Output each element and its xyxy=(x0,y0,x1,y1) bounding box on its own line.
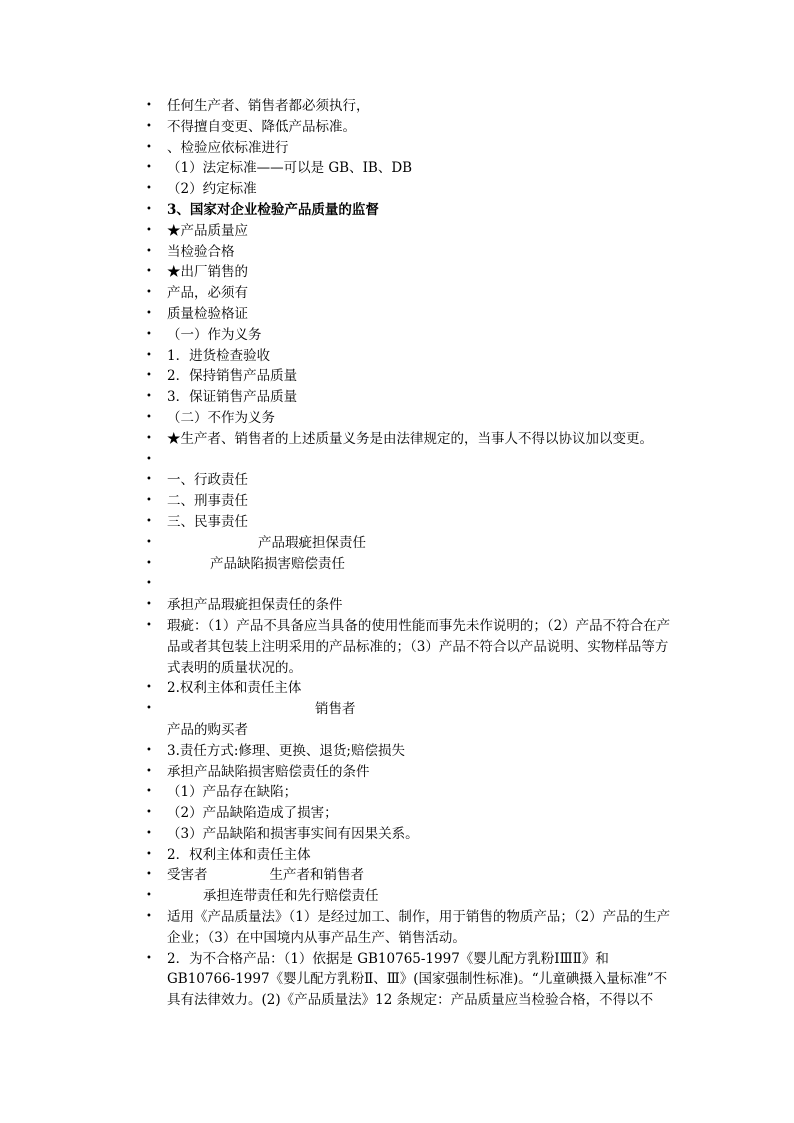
bullet-line xyxy=(0,782,794,803)
bullet-line xyxy=(0,491,794,512)
bullet-line xyxy=(0,865,794,886)
line-text: 承担连带责任和先行赔偿责任 xyxy=(203,888,379,905)
line-text: 质量检验格证 xyxy=(167,305,248,322)
bullet-paragraph xyxy=(0,907,794,949)
line-text: 一、行政责任 xyxy=(167,472,248,489)
line-text: 任何生产者、销售者都必须执行， xyxy=(167,98,370,114)
paragraph-text: 2．为不合格产品：（1）依据是 GB10765-1997《婴儿配方乳粉ⅠⅢⅡ》和 GB10766-1997《婴儿配方乳粉Ⅱ、Ⅲ》(国家强制性标准)。“儿童碘摄入量标准”不具有法律效力。(2)《产品质量法》12 条规定：产品质量应当检验合格，不得以不 xyxy=(167,950,668,1009)
bullet-line xyxy=(0,470,794,491)
bullet-icon: • xyxy=(146,599,152,611)
bullet-line xyxy=(0,387,794,408)
bullet-icon: • xyxy=(146,453,152,465)
line-text: 3、国家对企业检验产品质量的监督 xyxy=(167,201,379,218)
bullet-icon: • xyxy=(146,183,152,195)
producer-seller-label: 生产者和销售者 xyxy=(269,867,364,884)
bullet-icon: • xyxy=(146,474,152,486)
bullet-line xyxy=(0,429,794,450)
line-text: ★产品质量应 xyxy=(167,222,248,239)
line-text: （2）产品缺陷造成了损害； xyxy=(167,805,338,822)
bullet-icon: • xyxy=(146,890,152,902)
bullet-icon: • xyxy=(146,619,152,631)
bullet-icon: • xyxy=(146,432,152,444)
line-text: 2．权利主体和责任主体 xyxy=(167,846,311,863)
bullet-line xyxy=(0,242,794,263)
line-text: 承担产品缺陷损害赔偿责任的条件 xyxy=(167,763,370,780)
line-text: 产品，必须有 xyxy=(167,285,248,302)
line-text xyxy=(167,865,364,886)
bullet-line xyxy=(0,346,794,367)
line-text: 二、刑事责任 xyxy=(167,493,248,510)
line-text: ★生产者、销售者的上述质量义务是由法律规定的，当事人不得以协议加以变更。 xyxy=(167,430,653,447)
bullet-line xyxy=(0,408,794,429)
bullet-line xyxy=(0,366,794,387)
bullet-line xyxy=(0,262,794,283)
line-text: 承担产品瑕疵担保责任的条件 xyxy=(167,597,343,614)
bullet-icon: • xyxy=(146,224,152,236)
plain-line xyxy=(0,720,794,741)
line-text: （1）法定标准——可以是 GB、IB、DB xyxy=(167,160,413,177)
bullet-line xyxy=(0,158,794,179)
bullet-icon: • xyxy=(146,911,152,923)
line-text: 销售者 xyxy=(315,701,356,718)
bullet-icon: • xyxy=(146,703,152,715)
line-text: （1）产品存在缺陷； xyxy=(167,784,298,801)
bullet-icon: • xyxy=(146,536,152,548)
bullet-icon: • xyxy=(146,203,152,215)
bullet-icon: • xyxy=(146,411,152,423)
bullet-icon: • xyxy=(146,557,152,569)
line-text: 产品的购买者 xyxy=(167,721,248,738)
bullet-line xyxy=(0,512,794,533)
line-text: 3.责任方式:修理、更换、退货;赔偿损失 xyxy=(167,742,405,759)
bullet-icon: • xyxy=(146,807,152,819)
bullet-icon: • xyxy=(146,100,152,111)
line-text: 三、民事责任 xyxy=(167,513,248,530)
paragraph-text: 瑕疵：（1）产品不具备应当具备的使用性能而事先未作说明的；（2）产品不符合在产品或者其包装上注明采用的产品标准的；（3）产品不符合以产品说明、实物样品等方式表明的质量状况的。 xyxy=(167,617,671,676)
bullet-line xyxy=(0,200,794,221)
bullet-icon: • xyxy=(146,370,152,382)
bullet-line xyxy=(0,325,794,346)
bullet-icon: • xyxy=(146,391,152,403)
bullet-line xyxy=(0,595,794,616)
bullet-icon: • xyxy=(146,287,152,299)
bullet-icon: • xyxy=(146,245,152,257)
bullet-line xyxy=(0,221,794,242)
bullet-icon: • xyxy=(146,328,152,340)
bullet-line xyxy=(0,845,794,866)
bullet-line xyxy=(0,117,794,138)
bullet-icon: • xyxy=(146,827,152,839)
bullet-paragraph xyxy=(0,616,794,678)
line-text: （2）约定标准 xyxy=(167,181,257,198)
line-text: 当检验合格 xyxy=(167,243,235,260)
bullet-icon: • xyxy=(146,495,152,507)
line-text: 产品缺陷损害赔偿责任 xyxy=(210,555,345,572)
line-text: 不得擅自变更、降低产品标准。 xyxy=(167,118,356,135)
bullet-line xyxy=(0,741,794,762)
bullet-icon: • xyxy=(146,349,152,361)
bullet-icon: • xyxy=(146,848,152,860)
bullet-icon: • xyxy=(146,266,152,278)
bullet-icon: • xyxy=(146,744,152,756)
bullet-line-empty xyxy=(0,450,794,471)
line-text: 2.权利主体和责任主体 xyxy=(167,680,302,697)
document-page xyxy=(0,96,794,1011)
bullet-icon: • xyxy=(146,682,152,694)
bullet-line xyxy=(0,179,794,200)
line-text: 产品瑕疵担保责任 xyxy=(258,534,366,551)
victim-label: 受害者 xyxy=(167,867,208,884)
bullet-line xyxy=(0,138,794,159)
bullet-line xyxy=(0,533,794,554)
line-text: 2．保持销售产品质量 xyxy=(167,368,298,385)
line-text: （一）作为义务 xyxy=(167,326,262,343)
line-text: 、检验应依标准进行 xyxy=(167,139,289,156)
bullet-line xyxy=(0,824,794,845)
bullet-icon: • xyxy=(146,869,152,881)
bullet-icon: • xyxy=(146,141,152,153)
bullet-icon: • xyxy=(146,578,152,590)
bullet-icon: • xyxy=(146,120,152,132)
bullet-line xyxy=(0,678,794,699)
bullet-line-empty xyxy=(0,574,794,595)
line-text: 1．进货检查验收 xyxy=(167,347,271,364)
bullet-paragraph xyxy=(0,949,794,1011)
line-text: （二）不作为义务 xyxy=(167,409,275,426)
bullet-line xyxy=(0,762,794,783)
bullet-line xyxy=(0,699,794,720)
line-text: （3）产品缺陷和损害事实间有因果关系。 xyxy=(167,825,419,842)
bullet-line xyxy=(0,96,794,117)
bullet-line xyxy=(0,304,794,325)
bullet-line xyxy=(0,554,794,575)
bullet-icon: • xyxy=(146,765,152,777)
bullet-line xyxy=(0,283,794,304)
bullet-icon: • xyxy=(146,162,152,174)
paragraph-text: 适用《产品质量法》（1）是经过加工、制作，用于销售的物质产品；（2）产品的生产企业；（3）在中国境内从事产品生产、销售活动。 xyxy=(167,909,671,946)
line-text: ★出厂销售的 xyxy=(167,264,248,281)
bullet-icon: • xyxy=(146,515,152,527)
bullet-icon: • xyxy=(146,786,152,798)
line-text: 3．保证销售产品质量 xyxy=(167,389,298,406)
bullet-line xyxy=(0,886,794,907)
bullet-line xyxy=(0,803,794,824)
bullet-icon: • xyxy=(146,952,152,964)
bullet-icon: • xyxy=(146,307,152,319)
